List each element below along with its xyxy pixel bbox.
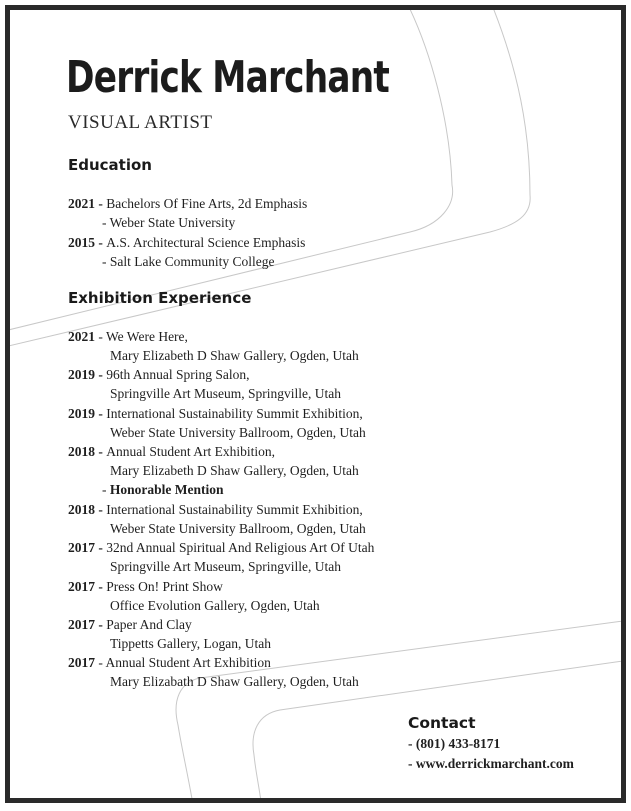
award-prefix: - (102, 482, 110, 497)
entry-separator: - (95, 617, 107, 632)
exhibition-entry (68, 367, 250, 383)
award-text: Honorable Mention (109, 482, 224, 497)
entry-year: 2021 (68, 196, 95, 211)
exhibition-venue: Springville Art Museum, Springville, Utah (110, 386, 341, 401)
entry-title: International Sustainability Summit Exhibition, (106, 406, 363, 421)
resume-page (5, 5, 626, 803)
entry-title: Bachelors Of Fine Arts, 2d Emphasis (106, 196, 308, 211)
entry-year: 2017 (68, 540, 95, 555)
entry-separator: - (95, 329, 107, 344)
entry-separator: - (95, 235, 107, 250)
exhibition-entry (68, 655, 271, 671)
exhibition-venue: Weber State University Ballroom, Ogden, Utah (110, 521, 366, 536)
entry-separator: - (95, 540, 107, 555)
entry-title: Paper And Clay (106, 617, 192, 632)
exhibition-entry (68, 579, 223, 595)
exhibition-entry (68, 617, 192, 633)
exhibition-venue: Office Evolution Gallery, Ogden, Utah (110, 598, 320, 613)
education-entry-detail: - Weber State University (102, 215, 236, 230)
entry-title: Annual Student Art Exhibition (105, 655, 271, 670)
entry-title: A.S. Architectural Science Emphasis (106, 235, 306, 250)
entry-separator: - (95, 579, 107, 594)
entry-year: 2017 (68, 579, 95, 594)
entry-year: 2021 (68, 329, 95, 344)
entry-year: 2019 (68, 406, 95, 421)
entry-separator: - (95, 655, 106, 670)
entry-year: 2019 (68, 367, 95, 382)
entry-title: We Were Here, (106, 329, 188, 344)
entry-year: 2017 (68, 617, 95, 632)
exhibition-venue: Springville Art Museum, Springville, Utah (110, 559, 341, 574)
exhibition-award (102, 482, 224, 498)
exhibition-venue: Mary Elizabeth D Shaw Gallery, Ogden, Utah (110, 348, 359, 363)
exhibition-venue: Tippetts Gallery, Logan, Utah (110, 636, 271, 651)
artist-title: VISUAL ARTIST (68, 112, 213, 133)
education-entry (68, 235, 305, 251)
entry-separator: - (95, 196, 107, 211)
exhibition-venue: Mary Elizabath D Shaw Gallery, Ogden, Utah (110, 674, 359, 689)
exhibition-entry (68, 406, 363, 422)
contact-heading: Contact (408, 714, 476, 732)
exhibition-heading: Exhibition Experience (68, 289, 252, 307)
education-entry (68, 196, 307, 212)
entry-year: 2018 (68, 444, 95, 459)
entry-year: 2018 (68, 502, 95, 517)
education-entry-detail: - Salt Lake Community College (102, 254, 275, 269)
education-heading: Education (68, 156, 152, 174)
entry-year: 2017 (68, 655, 95, 670)
exhibition-entry (68, 444, 275, 460)
entry-title: Annual Student Art Exhibition, (106, 444, 275, 459)
contact-phone: - (801) 433-8171 (408, 736, 501, 751)
exhibition-entry (68, 540, 374, 556)
entry-title: International Sustainability Summit Exhibition, (106, 502, 363, 517)
entry-separator: - (95, 502, 107, 517)
contact-website: - www.derrickmarchant.com (408, 756, 574, 771)
entry-separator: - (95, 367, 107, 382)
entry-title: Press On! Print Show (106, 579, 223, 594)
entry-separator: - (95, 444, 107, 459)
exhibition-entry (68, 329, 188, 345)
exhibition-venue: Mary Elizabeth D Shaw Gallery, Ogden, Utah (110, 463, 359, 478)
artist-name: Derrick Marchant (66, 52, 390, 103)
entry-title: 32nd Annual Spiritual And Religious Art Of Utah (106, 540, 375, 555)
entry-title: 96th Annual Spring Salon, (106, 367, 250, 382)
exhibition-venue: Weber State University Ballroom, Ogden, Utah (110, 425, 366, 440)
exhibition-entry (68, 502, 363, 518)
entry-year: 2015 (68, 235, 95, 250)
entry-separator: - (95, 406, 107, 421)
